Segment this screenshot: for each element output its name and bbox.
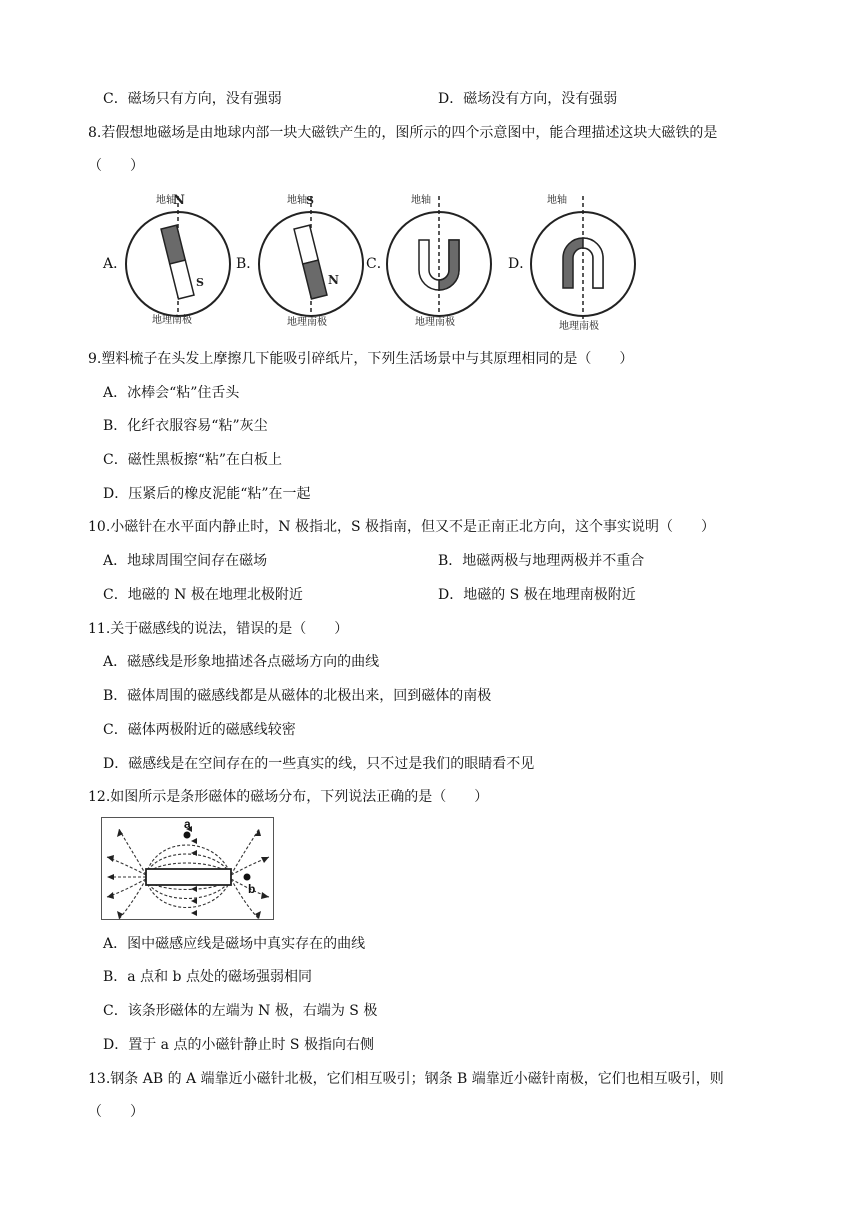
point-a-dot: [184, 832, 191, 839]
q10-option-a: A．地球周围空间存在磁场: [103, 553, 268, 569]
q12-option-c: C．该条形磁体的左端为 N 极，右端为 S 极: [103, 1003, 378, 1019]
axis-label: 地轴: [287, 195, 307, 206]
point-a-label: a: [184, 817, 191, 831]
q9-option-a: A．冰棒会“粘”住舌头: [103, 385, 240, 401]
u-magnet-right: [439, 240, 459, 290]
q8-figure-c: [383, 188, 498, 330]
q7-option-d: D．磁场没有方向，没有强弱: [438, 91, 618, 107]
pole-n-label: N: [173, 193, 185, 208]
q7-option-c: C．磁场只有方向，没有强弱: [103, 91, 282, 107]
point-b-dot: [244, 874, 251, 881]
south-pole-label: 地理南极: [287, 317, 327, 328]
q9-option-d: D．压紧后的橡皮泥能“粘”在一起: [103, 486, 311, 502]
q8-label-a: A．: [103, 256, 128, 272]
q12-bar-magnet-figure: [101, 817, 275, 921]
q13-stem: 13.钢条 AB 的 A 端靠近小磁针北极，它们相互吸引；钢条 B 端靠近小磁针南极，它们也相互吸引，则: [88, 1071, 724, 1087]
q11-option-a: A．磁感线是形象地描述各点磁场方向的曲线: [103, 654, 380, 670]
q11-stem: 11.关于磁感线的说法，错误的是（ ）: [88, 621, 349, 637]
q10-option-d: D．地磁的 S 极在地理南极附近: [438, 587, 636, 603]
pole-n-label: N: [328, 273, 339, 287]
q11-option-d: D．磁感线是在空间存在的一些真实的线，只不过是我们的眼睛看不见: [103, 756, 535, 772]
q8-label-c: C．: [366, 256, 391, 272]
q9-option-b: B．化纤衣服容易“粘”灰尘: [103, 418, 268, 434]
bar-magnet: [146, 869, 231, 885]
q8-figure-d: [527, 188, 642, 333]
q12-stem: 12.如图所示是条形磁体的磁场分布，下列说法正确的是（ ）: [88, 789, 489, 805]
q10-option-c: C．地磁的 N 极在地理北极附近: [103, 587, 303, 603]
q8-figure-b: [255, 188, 370, 330]
axis-label: 地轴: [156, 195, 176, 206]
q8-figure-a: [122, 188, 237, 330]
pole-s-label: S: [306, 194, 314, 207]
q11-option-b: B．磁体周围的磁感线都是从磁体的北极出来，回到磁体的南极: [103, 688, 492, 704]
q8-answer-paren: （ ）: [88, 158, 144, 174]
point-b-label: b: [248, 882, 256, 896]
south-pole-label: 地理南极: [152, 315, 192, 326]
pole-s-label: S: [196, 276, 204, 289]
q11-option-c: C．磁体两极附近的磁感线较密: [103, 722, 296, 738]
q8-stem: 8.若假想地磁场是由地球内部一块大磁铁产生的，图所示的四个示意图中，能合理描述这块大磁铁的是: [88, 125, 718, 141]
axis-label: 地轴: [411, 195, 431, 206]
q10-option-b: B．地磁两极与地理两极并不重合: [438, 553, 645, 569]
q9-stem: 9.塑料梳子在头发上摩擦几下能吸引碎纸片，下列生活场景中与其原理相同的是（ ）: [88, 351, 634, 367]
axis-label: 地轴: [547, 195, 567, 206]
q12-option-b: B．a 点和 b 点处的磁场强弱相同: [103, 969, 312, 985]
q9-option-c: C．磁性黑板擦“粘”在白板上: [103, 452, 283, 468]
q13-answer-paren: （ ）: [88, 1104, 144, 1120]
q8-label-b: B．: [236, 256, 261, 272]
q8-label-d: D．: [508, 256, 534, 272]
south-pole-label: 地理南极: [559, 321, 599, 332]
south-pole-label: 地理南极: [415, 317, 455, 328]
q10-stem: 10.小磁针在水平面内静止时，N 极指北，S 极指南，但又不是正南正北方向，这个事实说明（ ）: [88, 519, 716, 535]
q12-option-d: D．置于 a 点的小磁针静止时 S 极指向右侧: [103, 1037, 374, 1053]
q12-option-a: A．图中磁感应线是磁场中真实存在的曲线: [103, 936, 366, 952]
n-magnet-right: [583, 238, 603, 288]
